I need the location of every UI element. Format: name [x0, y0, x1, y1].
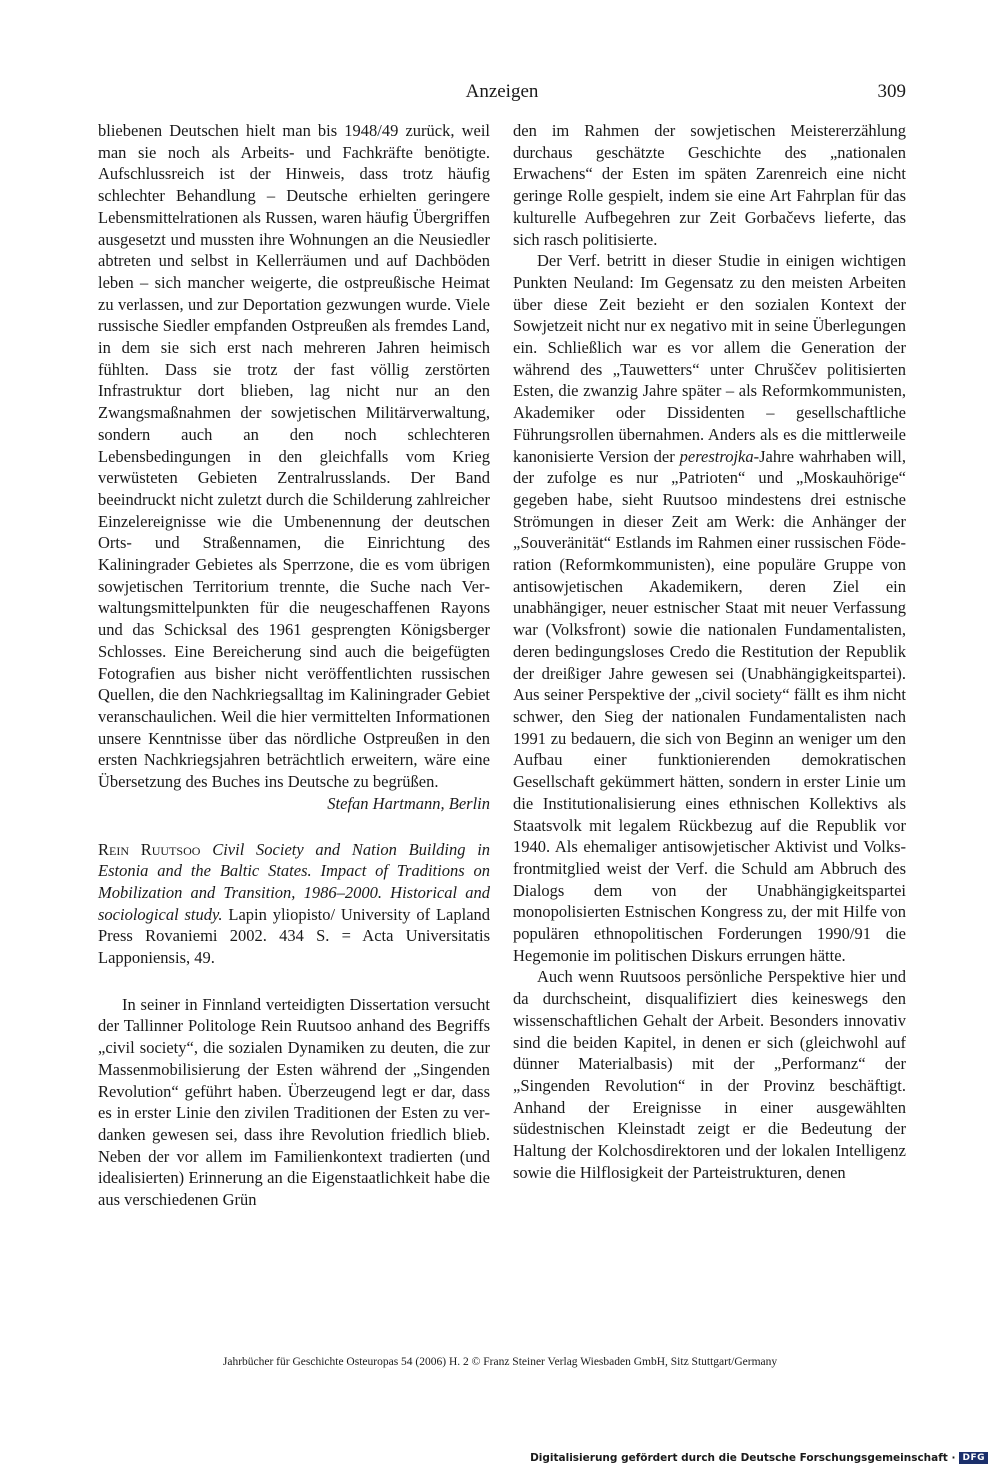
running-head: Anzeigen [465, 81, 539, 102]
italic-term: perestrojka [679, 446, 754, 466]
page-header [98, 80, 906, 106]
left-column [98, 120, 490, 1211]
journal-citation: Jahrbücher für Geschichte Osteuropas 54 (2006) H. 2 © Franz Steiner Verlag Wiesbaden GmbH, Sitz Stuttgart/Germany [222, 1356, 778, 1368]
review1-continuation: bliebenen Deutschen hielt man bis 1948/49 zurück, weil man sie noch als Arbeits- und Fachkräfte benötigte. Aufschlussreich ist der Hinweis, dass trotz häufig schlechter Behandlung – Deutsche erhielten geringere Lebensmittelrationen als Russen, waren häufig Übergriffen ausgesetzt und mussten ihre Wohnungen an die Neusiedler abtreten und selbst in Kellerräumen und auf Dachböden leben – sich mancher weigerte, die ostpreußische Heimat zu verlassen, und zur Deportation gezwungen wurde. Viele russische Siedler empfanden Ostpreußen als fremdes Land, in dem sie sich erst nach mehreren Jahren heimisch fühlten. Dass sie trotz der fast völlig zerstörten Infrastruktur dort blieben, lag nicht nur an den Zwangsmaßnahmen der sowjetischen Militärverwaltung, sondern auch an den noch schlechteren Lebensbedingungen in den gleichfalls vom Krieg verwüsteten Gebieten Zentralrusslands. Der Band beeindruckt nicht zuletzt durch die Schilderung zahlreicher Einzelereignisse wie die Umbenennung der deutschen Orts- und Straßennamen, die Einrichtung des Kaliningrader Gebietes als Sperrzone, die es vom übrigen sowjetischen Territorium trennte, die Suche nach Verwaltungsmittelpunkten für die neugeschaffenen Rayons und das Schicksal des 1961 gesprengten Königsberger Schlosses. Eine Bereicherung sind auch die beigefügten Fotografien aus bisher nicht veröffentlichten russischen Quellen, die den Nachkriegsalltag im Kaliningrader Gebiet veranschaulichen. Weil die hier vermittelten Informationen unsere Kenntnisse über das nördliche Ostpreußen in den ersten Nachkriegsjahren beträchtlich erweitern, wäre eine Übersetzung des Buches ins Deutsche zu begrüßen. [98, 121, 490, 792]
digitization-note: Digitalisierung gefördert durch die Deutsche Forschungsgemeinschaft · [530, 1452, 956, 1464]
dfg-logo: DFG [959, 1452, 988, 1464]
review1-signature: Stefan Hartmann, Berlin [327, 793, 490, 813]
review2-author: Rein Ruutsoo [98, 839, 201, 859]
review2-paragraph: Auch wenn Ruutsoos persönliche Perspektive hier und da durchscheint, disqualifiziert dies keineswegs den wissenschaftlichen Gehalt der Arbeit. Besonders innovativ sind die beiden Kapitel, in denen er sich (gleichwohl auf dünner Materialbasis) mit der „Performanz“ der „Singenden Revolution“ in der Provinz beschäftigt. Anhand der Ereignisse in einer ausgewählten südestnischen Kleinstadt zeigt er die Bedeutung der Haltung der Kolchosdirektoren und der lokalen Intelligenz sowie die Hilflosigkeit der Parteistrukturen, denen [513, 967, 906, 1182]
paragraph-text: Der Verf. betritt in dieser Studie in einigen wichtigen Punkten Neuland: Im Gegensatz zu den meisten Arbeiten über diese Zeit bezieht er den sozialen Kontext der Sowjetzeit nicht nur ex negativo mit in seine Überlegungen ein. Schließlich war es vor allem die Generation der während des „Tauwetters“ unter Chruščev politisierten Esten, die zwanzig Jahre später – als Reformkommunisten, Akademiker oder Dissidenten – gesellschaftliche Führungsrollen übernahmen. Anders als es die mittlerweile kanonisierte Version der [513, 251, 906, 466]
review2-paragraph-continued: den im Rahmen der sowjetischen Meistererzählung durchaus geschätzte Geschichte des „nationalen Erwachens“ der Esten im späten Zarenreich eine nicht geringe Rolle gespielt, indem sie eine Art Fahrplan für das kulturelle Aufbegehren zur Zeit Gorbačevs lieferte, das sich rasch politisierte. [513, 121, 906, 249]
review2-title: Civil Society and Nation Building in Estonia and the Baltic States. Impact of Traditions on Mobilization and Transition, 1986–2000. Historical and sociological study. [98, 839, 491, 924]
right-column [513, 120, 906, 1183]
review2-publication: Lapin yliopisto/ University of Lapland Press Rovaniemi 2002. 434 S. = Acta Universitatis Lapponiensis, 49. [98, 904, 491, 968]
review2-bibliographic-header [98, 839, 490, 969]
paragraph-text: -Jahre wahrhaben will, der zufolge es nur „Patrioten“ und „Moskauhörige“ gegeben habe, sieht Ruutsoo mindestens drei estnische Strömungen in dieser Zeit am Werk: die Anhänger der „Souveränität“ Estlands im Rahmen einer russischen Föderation (Reformkommunisten), eine populäre Gruppe von antisowjetischen Akademikern, deren Ziel ein unabhängiger, neuer estnischer Staat mit neuer Verfassung war (Volksfront) sowie die nationalen Fundamentalisten, deren bedingungsloses Credo die Restitution der Republik der dreißiger Jahre gewesen sei (Unabhängigkeitspartei). Aus seiner Perspektive der „civil society“ fällt es ihm nicht schwer, den Sieg der nationalen Fundamentalisten nach 1991 zu bedauern, die sich von Beginn an weniger um den Aufbau einer funktionierenden demokratischen Gesellschaft gekümmert hätten, sondern in erster Linie um die Institutionalisierung eines ethnischen Kollektivs als Staatsvolk mit legalem Rückbezug auf die Republik vor 1940. Als ehemaliger antisowjetischer Aktivist und Volksfrontmitglied weist der Verf. die Schuld am Abbruch des Dialogs dem von der Unabhängigkeitspartei monopolisierten Estnischen Kongress zu, der mit Hilfe von populären ethnopolitischen Forderungen 1990/91 die Hegemonie im politischen Diskurs errungen hätte. [513, 446, 906, 965]
review2-paragraph: In seiner in Finnland verteidigten Dissertation versucht der Tallinner Politologe Rein Ruutsoo anhand des Begriffs „civil society“, die sozialen Dynamiken zu deuten, die zur Massenmobilisierung der Esten während der „Singenden Revolution“ geführt haben. Überzeugend legt er dar, dass es in erster Linie den zivilen Traditionen der Esten zu verdanken gewesen sei, dass ihre Revolution friedlich blieb. Neben der vor allem im Familienkontext tradierten (und idealisierten) Erinnerung an die Eigenstaatlichkeit habe die aus verschiedenen Grün [98, 994, 490, 1210]
review2-paragraph [513, 250, 906, 966]
digitization-credit [530, 1450, 988, 1466]
page-number: 309 [877, 81, 906, 102]
